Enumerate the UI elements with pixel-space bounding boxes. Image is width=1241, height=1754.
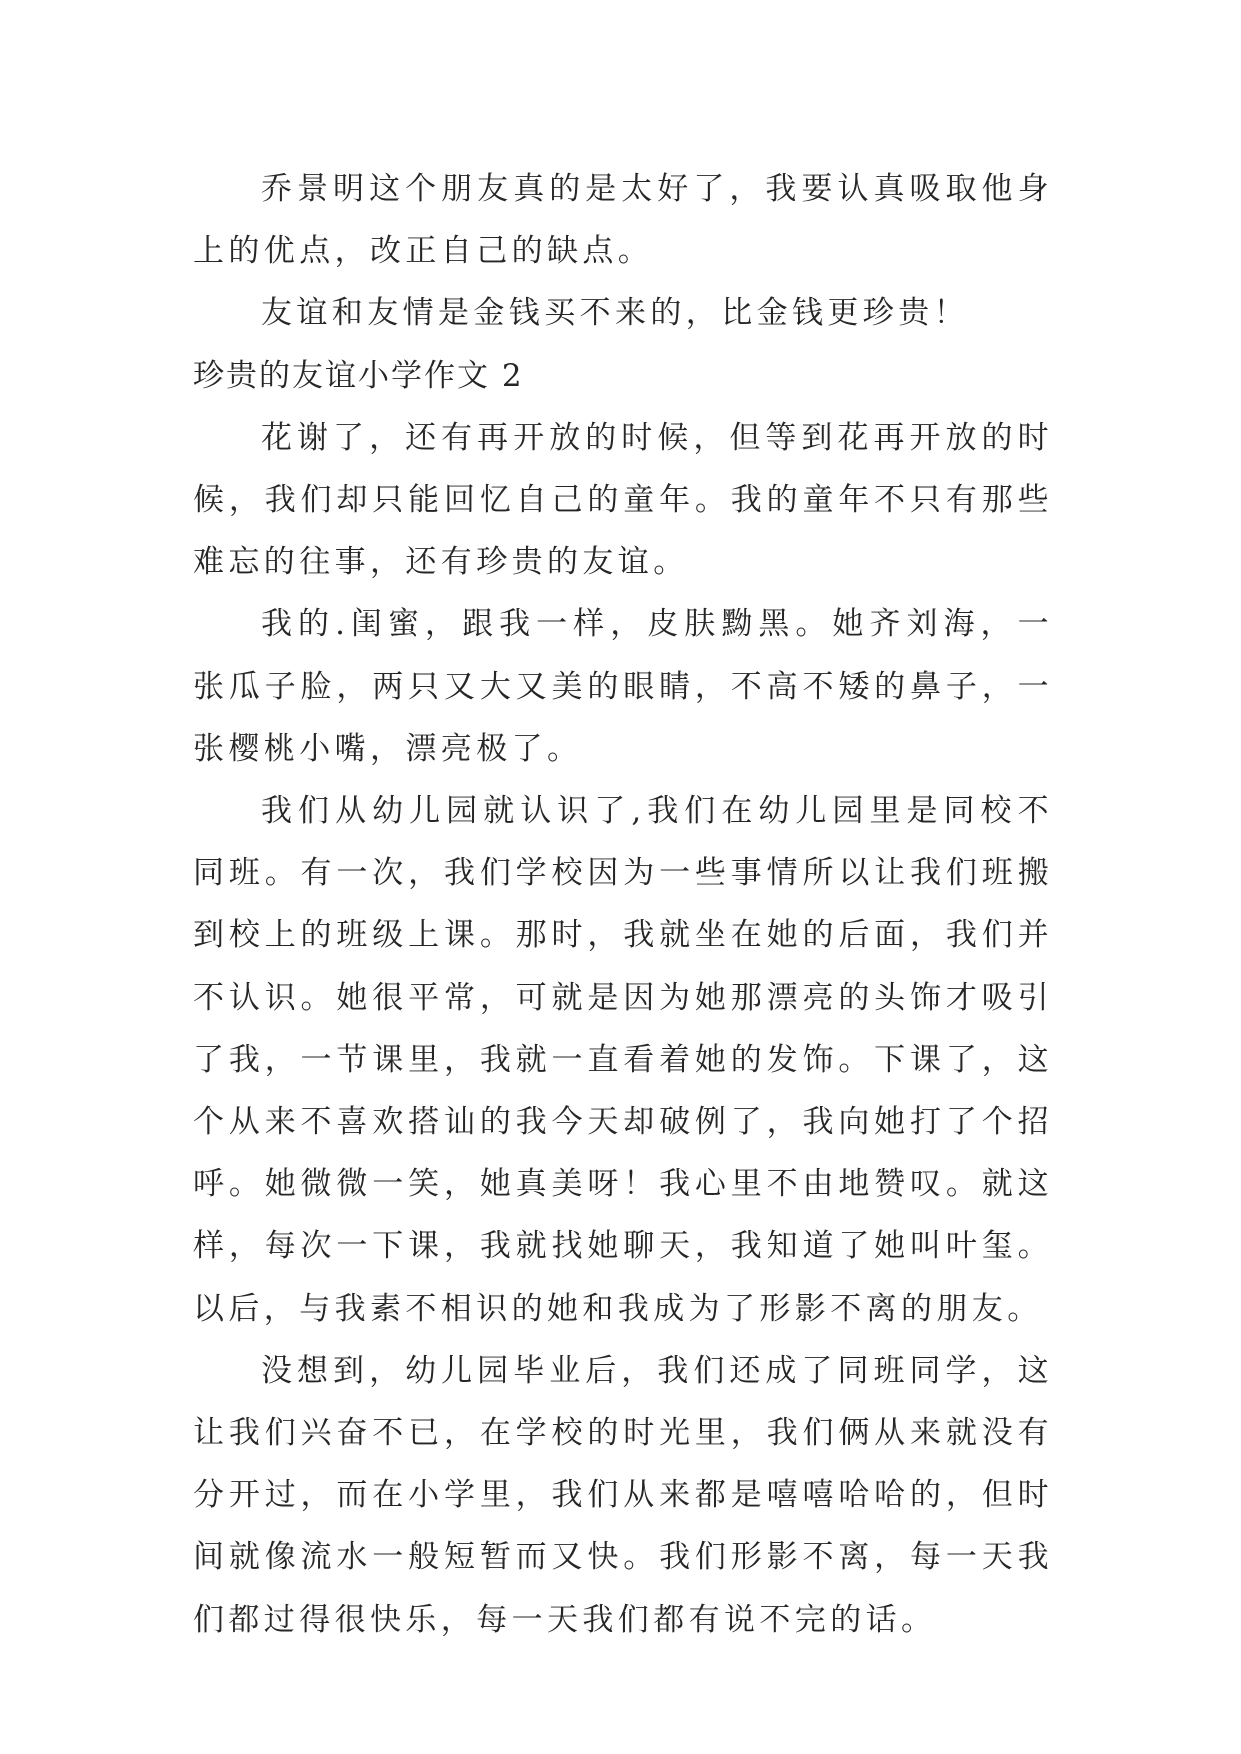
paragraph-2: 友谊和友情是金钱买不来的，比金钱更珍贵！ [261,295,969,332]
paragraph-1: 乔景明这个朋友真的是太好了，我要认真吸取他身上的优点，改正自己的缺点。 [193,171,1053,270]
paragraph-4: 我的.闺蜜，跟我一样，皮肤黝黑。她齐刘海，一张瓜子脸，两只又大又美的眼睛，不高不矮的鼻子，一张樱桃小嘴，漂亮极了。 [193,606,1053,767]
paragraph-6: 没想到，幼儿园毕业后，我们还成了同班同学，这让我们兴奋不已，在学校的时光里，我们俩从来就没有分开过，而在小学里，我们从来都是嘻嘻哈哈的，但时间就像流水一般短暂而又快。我们形影不离，每一天我们都过得很快乐，每一天我们都有说不完的话。 [193,1352,1053,1638]
section-heading: 珍贵的友谊小学作文 2 [193,357,524,394]
document-body [193,158,1053,1651]
paragraph-5: 我们从幼儿园就认识了,我们在幼儿园里是同校不同班。有一次，我们学校因为一些事情所以让我们班搬到校上的班级上课。那时，我就坐在她的后面，我们并不认识。她很平常，可就是因为她那漂亮的头饰才吸引了我，一节课里，我就一直看着她的发饰。下课了，这个从来不喜欢搭讪的我今天却破例了，我向她打了个招呼。她微微一笑，她真美呀！我心里不由地赞叹。就这样，每次一下课，我就找她聊天，我知道了她叫叶玺。以后，与我素不相识的她和我成为了形影不离的朋友。 [193,793,1053,1327]
paragraph-3: 花谢了，还有再开放的时候，但等到花再开放的时候，我们却只能回忆自己的童年。我的童年不只有那些难忘的往事，还有珍贵的友谊。 [193,419,1053,581]
